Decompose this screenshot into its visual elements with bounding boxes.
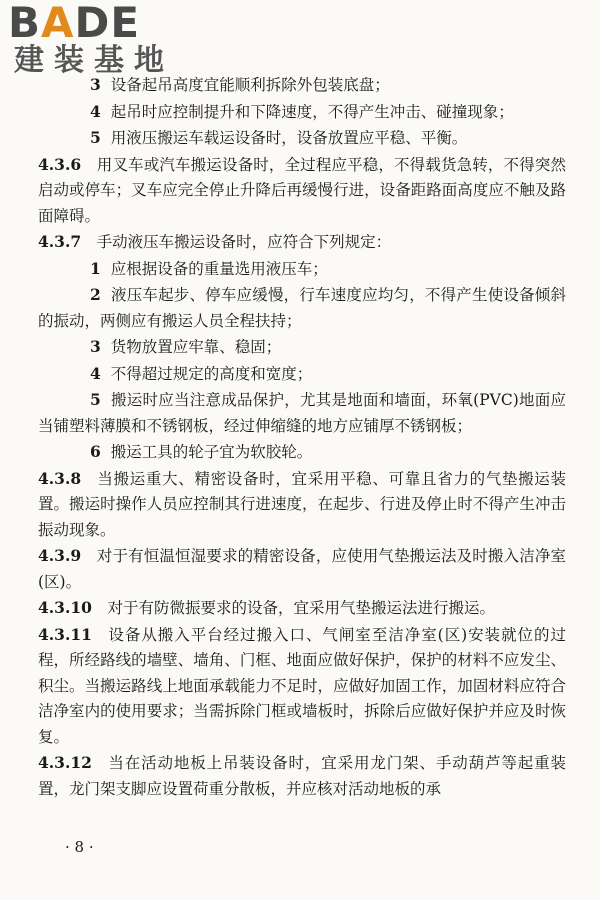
clause-paragraph <box>38 543 566 595</box>
list-item <box>38 334 566 361</box>
clause-paragraph <box>38 152 566 230</box>
clause-paragraph <box>38 750 566 802</box>
item-number: 4 <box>90 363 101 383</box>
list-item <box>38 387 566 439</box>
paragraph-text: 设备从搬入平台经过搬入口、气闸室至洁净室(区)安装就位的过程，所经路线的墙壁、墙角、门框、地面应做好保护，保护的材料不应发尘、积尘。当搬运路线上地面承载能力不足时，应做好加固工作，加固材料应符合洁净室内的使用要求；当需拆除门框或墙板时，拆除后应做好保护并应及时恢复。 <box>38 625 566 746</box>
clause-number: 4.3.8 <box>38 468 82 488</box>
clause-number: 4.3.9 <box>38 546 82 565</box>
list-item <box>38 125 566 152</box>
clause-number: 4.3.10 <box>38 598 92 617</box>
paragraph-text: 不得超过规定的高度和宽度； <box>110 364 313 383</box>
paragraph-text: 对于有防微振要求的设备，宜采用气垫搬运法进行搬运。 <box>107 599 495 617</box>
clause-paragraph <box>38 595 566 622</box>
list-item <box>38 282 566 334</box>
clause-paragraph <box>38 466 566 544</box>
paragraph-text: 用液压搬运车载运设备时，设备放置应平稳、平衡。 <box>110 129 468 147</box>
list-item <box>38 256 566 283</box>
clause-paragraph <box>38 229 566 256</box>
page-number: · 8 · <box>65 838 94 856</box>
clause-number: 4.3.12 <box>38 753 92 772</box>
item-number: 6 <box>90 442 101 461</box>
paragraph-text: 货物放置应牢靠、稳固； <box>110 338 282 356</box>
item-number: 3 <box>90 75 101 94</box>
clause-number: 4.3.7 <box>38 232 82 251</box>
paragraph-text: 当搬运重大、精密设备时，宜采用平稳、可靠且省力的气垫搬运装置。搬运时操作人员应控制其行进速度，在起步、行进及停止时不得产生冲击振动现象。 <box>38 469 566 539</box>
document-body <box>38 72 566 802</box>
paragraph-text: 设备起吊高度宜能顺利拆除外包装底盘； <box>110 76 390 94</box>
paragraph-text: 对于有恒温恒湿要求的精密设备，应使用气垫搬运法及时搬入洁净室(区)。 <box>38 547 566 591</box>
item-number: 3 <box>90 337 101 356</box>
paragraph-text: 用叉车或汽车搬运设备时，全过程应平稳，不得载货急转，不得突然启动或停车；叉车应完全停止升降后再缓慢行进，设备距路面高度应不触及路面障碍。 <box>38 155 566 225</box>
list-item <box>38 99 566 126</box>
clause-number: 4.3.11 <box>38 624 92 644</box>
item-number: 2 <box>90 285 101 304</box>
paragraph-text: 搬运时应当注意成品保护，尤其是地面和墙面，环氧(PVC)地面应当铺塑料薄膜和不锈钢板，经过伸缩缝的地方应铺厚不锈钢板； <box>38 391 566 435</box>
list-item <box>38 361 566 388</box>
item-number: 4 <box>90 101 101 121</box>
logo-subtitle: 建装基地 <box>14 43 174 78</box>
item-number: 5 <box>90 128 101 147</box>
bade-logo <box>8 2 178 78</box>
clause-paragraph <box>38 622 566 751</box>
item-number: 5 <box>90 390 101 409</box>
list-item <box>38 439 566 466</box>
paragraph-text: 手动液压车搬运设备时，应符合下列规定： <box>96 233 392 251</box>
paragraph-text: 液压车起步、停车应缓慢，行车速度应均匀，不得产生使设备倾斜的振动，两侧应有搬运人员全程扶持； <box>38 286 566 330</box>
paragraph-text: 当在活动地板上吊装设备时，宜采用龙门架、手动葫芦等起重装置，龙门架支脚应设置荷重分散板，并应核对活动地板的承 <box>38 754 566 798</box>
clause-number: 4.3.6 <box>38 154 82 174</box>
paragraph-text: 搬运工具的轮子宜为软胶轮。 <box>110 443 313 461</box>
list-item <box>38 72 566 99</box>
paragraph-text: 起吊时应控制提升和下降速度，不得产生冲击、碰撞现象； <box>110 102 514 121</box>
paragraph-text: 应根据设备的重量选用液压车； <box>110 259 328 278</box>
item-number: 1 <box>90 258 101 278</box>
logo-wordmark: BADE <box>8 0 141 47</box>
